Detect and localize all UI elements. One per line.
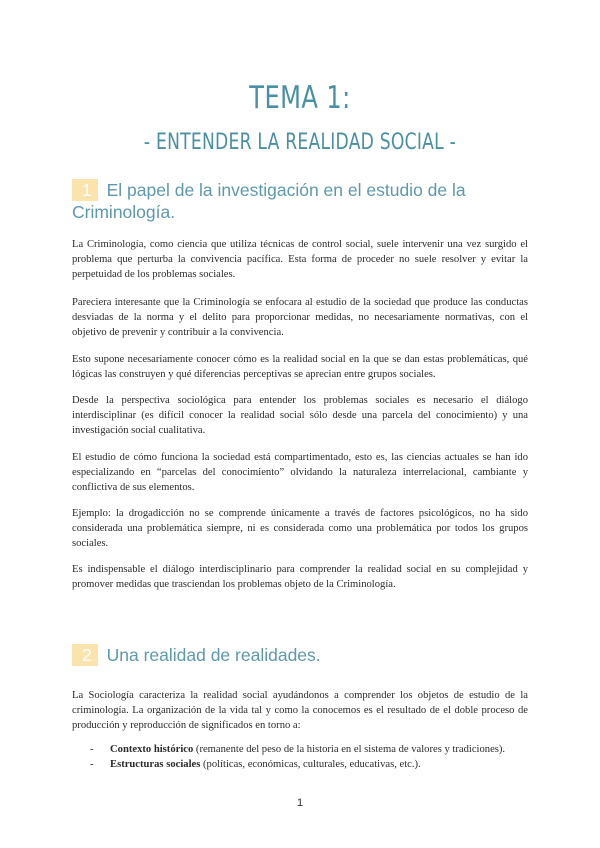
section-1-number: 1 [72,179,98,201]
bullet-dash: - [90,744,94,755]
paragraph: La Criminología, como ciencia que utiliza técnicas de control social, suele intervenir una vez surgido el problema que perturba la convivencia pacífica. Esta forma de proceder no suele resolver y evitar la perpetuidad de los problemas sociales. [72,239,528,280]
document-subtitle: - ENTENDER LA REALIDAD SOCIAL - [143,130,457,155]
section-1-title: El papel de la investigación en el estudio de la Criminología. [72,180,466,222]
bullet-text: (políticas, económicas, culturales, educativas, etc.). [200,759,421,770]
section-2-heading [72,644,542,666]
bullet-term: Contexto histórico [110,744,194,755]
bullet-text: (remanente del peso de la historia en el sistema de valores y tradiciones). [193,744,506,755]
paragraph: Es indispensable el diálogo interdisciplinario para comprender la realidad social en su complejidad y promover medidas que trasciendan los problemas objeto de la Criminología. [72,564,528,590]
document-title: TEMA 1: [249,80,351,116]
section-2-title: Una realidad de realidades. [106,645,321,665]
paragraph: La Sociología caracteriza la realidad social ayudándonos a comprender los objetos de estudio de la criminología. La organización de la vida tal y como la conocemos es el resultado de el doble proceso de producción y reproducción de significados en torno a: [72,690,528,731]
section-1-heading [72,179,542,223]
section-2-number: 2 [72,644,98,666]
bullet-dash: - [90,759,94,770]
paragraph: Pareciera interesante que la Criminología se enfocara al estudio de la sociedad que produce las conductas desviadas de la norma y el delito para proporcionar medidas, no necesariamente normativas, con el objetivo de prevenir y contribuir a la convivencia. [72,297,528,338]
paragraph: Desde la perspectiva sociológica para entender los problemas sociales es necesario el diálogo interdisciplinar (es difícil conocer la realidad social sólo desde una parcela del conocimiento) y una investigación social cualitativa. [72,395,528,436]
list-item [90,757,530,772]
paragraph: Esto supone necesariamente conocer cómo es la realidad social en la que se dan estas problemáticas, qué lógicas las construyen y qué diferencias perceptivas se aprecian entre grupos sociales. [72,354,528,380]
paragraph: Ejemplo: la drogadicción no se comprende únicamente a través de factores psicológicos, no ha sido considerada una problemática siempre, ni es considerada como una problemática por todos los grupos sociales. [72,508,528,549]
bullet-term: Estructuras sociales [110,759,201,770]
list-item [90,742,530,757]
paragraph: El estudio de cómo funciona la sociedad está compartimentado, esto es, las ciencias actuales se han ido especializando en “parcelas del conocimiento” olvidando la naturaleza interrelacional, cambiante y conflictiva de sus elementos. [72,452,528,493]
bullet-list [90,742,530,772]
page-number: 1 [296,797,304,809]
